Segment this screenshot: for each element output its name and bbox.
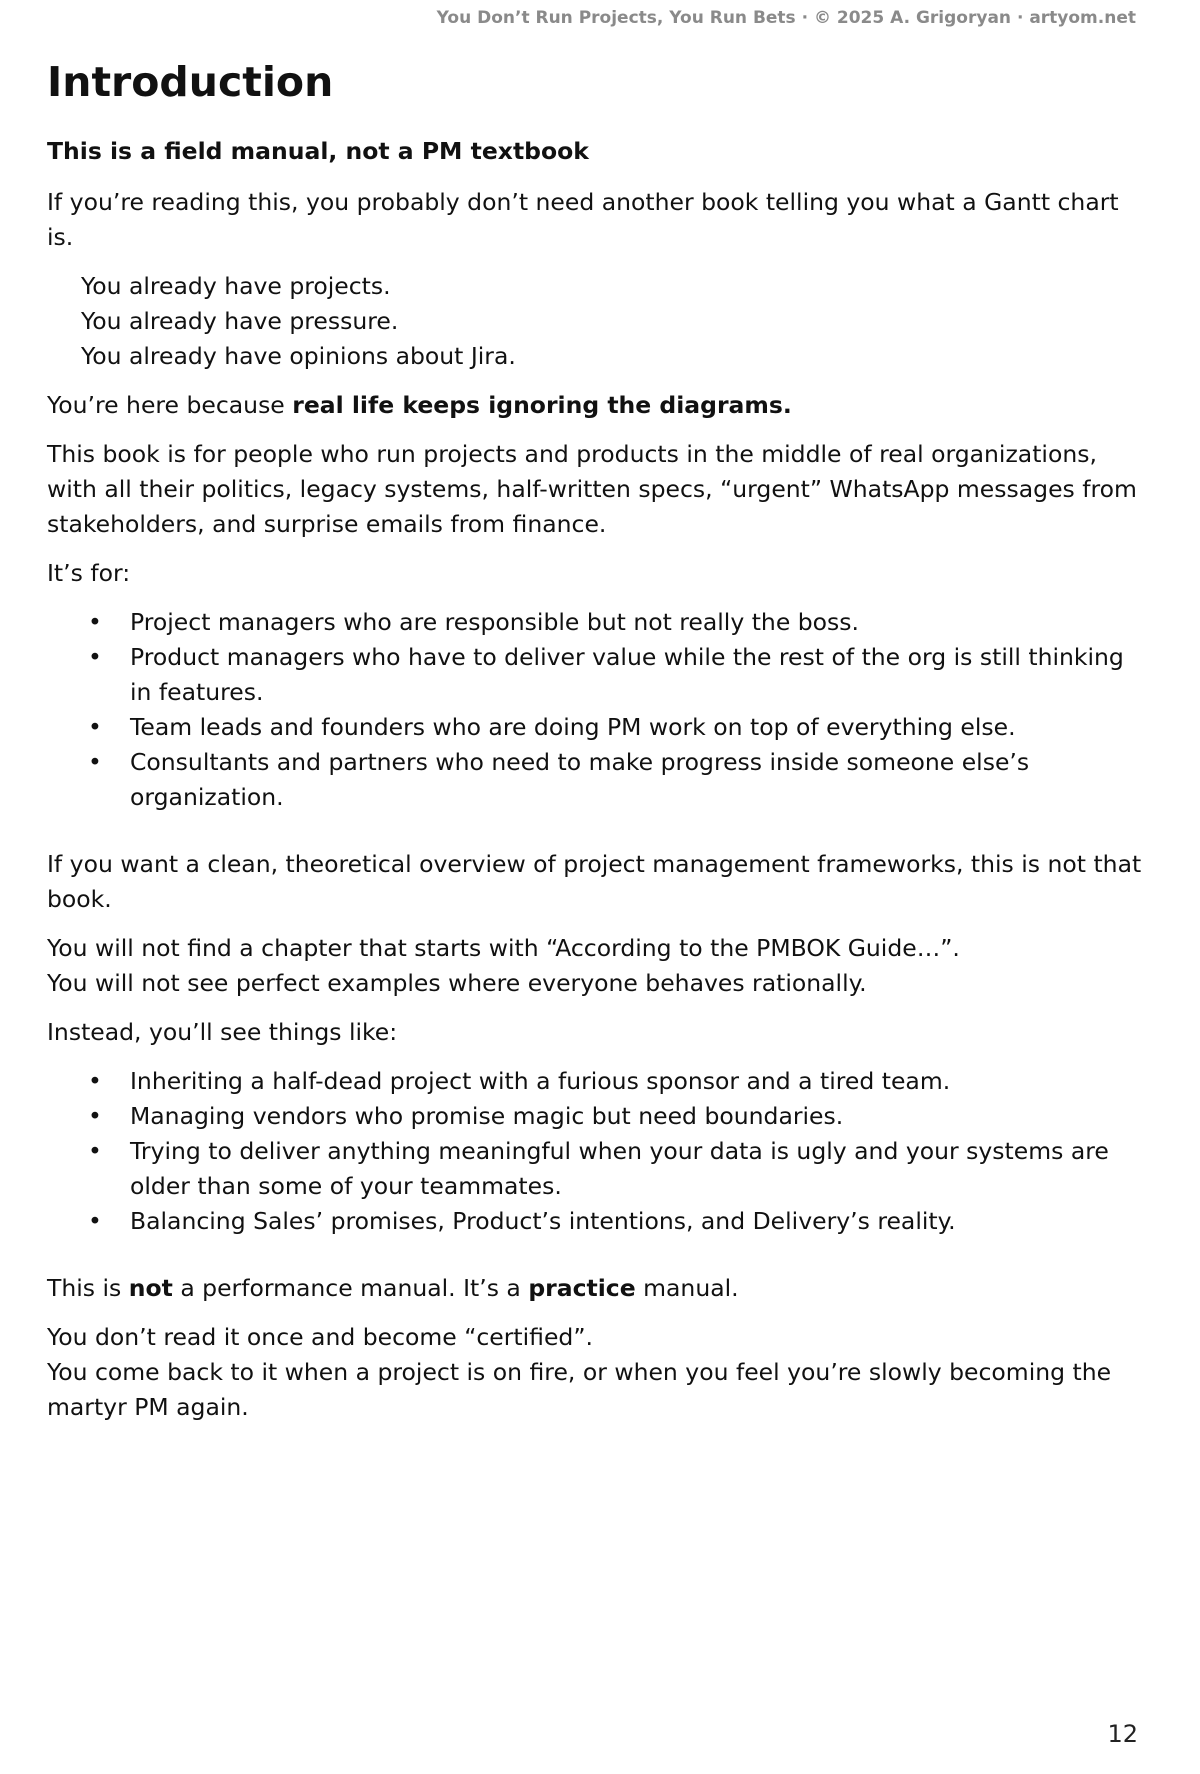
text-line: You don’t read it once and become “certified”. (47, 1323, 593, 1351)
list-item: • Balancing Sales’ promises, Product’s intentions, and Delivery’s reality. (130, 1204, 1143, 1239)
page-content (47, 52, 1143, 1439)
page-number: 12 (1107, 1720, 1138, 1748)
examples-list (47, 1064, 1143, 1239)
text-line: You will not find a chapter that starts with “According to the PMBOK Guide…”. (47, 934, 960, 962)
indented-lines (81, 269, 1143, 374)
bold-text: real life keeps ignoring the diagrams. (292, 391, 792, 419)
list-item: • Team leads and founders who are doing PM work on top of everything else. (130, 710, 1143, 745)
list-item: • Trying to deliver anything meaningful when your data is ugly and your systems are older than some of your teammates. (130, 1134, 1143, 1204)
paragraph-audience-description: This book is for people who run projects and products in the middle of real organizations, with all their politics, legacy systems, half-written specs, “urgent” WhatsApp messages from stakeholders, and surprise emails from finance. (47, 440, 1137, 538)
text-run: a performance manual. It’s a (172, 1274, 529, 1302)
text-line: You come back to it when a project is on fire, or when you feel you’re slowly becoming the martyr PM again. (47, 1358, 1112, 1421)
audience-list (47, 605, 1143, 815)
list-item: • Managing vendors who promise magic but need boundaries. (130, 1099, 1143, 1134)
paragraph-intro: If you’re reading this, you probably don’t need another book telling you what a Gantt chart is. (47, 188, 1119, 251)
list-item: • Project managers who are responsible but not really the boss. (130, 605, 1143, 640)
indented-line: You already have opinions about Jira. (81, 342, 516, 370)
paragraph-pmbok (47, 931, 1143, 1001)
paragraph-not-that-book: If you want a clean, theoretical overview of project management frameworks, this is not that book. (47, 850, 1142, 913)
running-header: You Don’t Run Projects, You Run Bets · © 2025 A. Grigoryan · artyom.net (436, 8, 1136, 28)
text-run: manual. (635, 1274, 739, 1302)
indented-line: You already have pressure. (81, 307, 399, 335)
section-subtitle: This is a field manual, not a PM textbook (47, 137, 589, 165)
list-item: • Product managers who have to deliver value while the rest of the org is still thinking in features. (130, 640, 1143, 710)
paragraph-come-back (47, 1320, 1143, 1425)
text-run: You’re here because (47, 391, 293, 419)
bold-text: practice (528, 1274, 636, 1302)
bold-text: not (128, 1274, 173, 1302)
paragraph-instead: Instead, you’ll see things like: (47, 1018, 398, 1046)
list-item: • Inheriting a half-dead project with a furious sponsor and a tired team. (130, 1064, 1143, 1099)
text-run: This is (47, 1274, 129, 1302)
text-line: You will not see perfect examples where everyone behaves rationally. (47, 969, 867, 997)
indented-line: You already have projects. (81, 272, 391, 300)
chapter-title: Introduction (47, 58, 334, 106)
paragraph-practice-manual (47, 1271, 1143, 1306)
list-item: • Consultants and partners who need to make progress inside someone else’s organization. (130, 745, 1143, 815)
paragraph-diagrams (47, 388, 1143, 423)
paragraph-its-for: It’s for: (47, 559, 131, 587)
